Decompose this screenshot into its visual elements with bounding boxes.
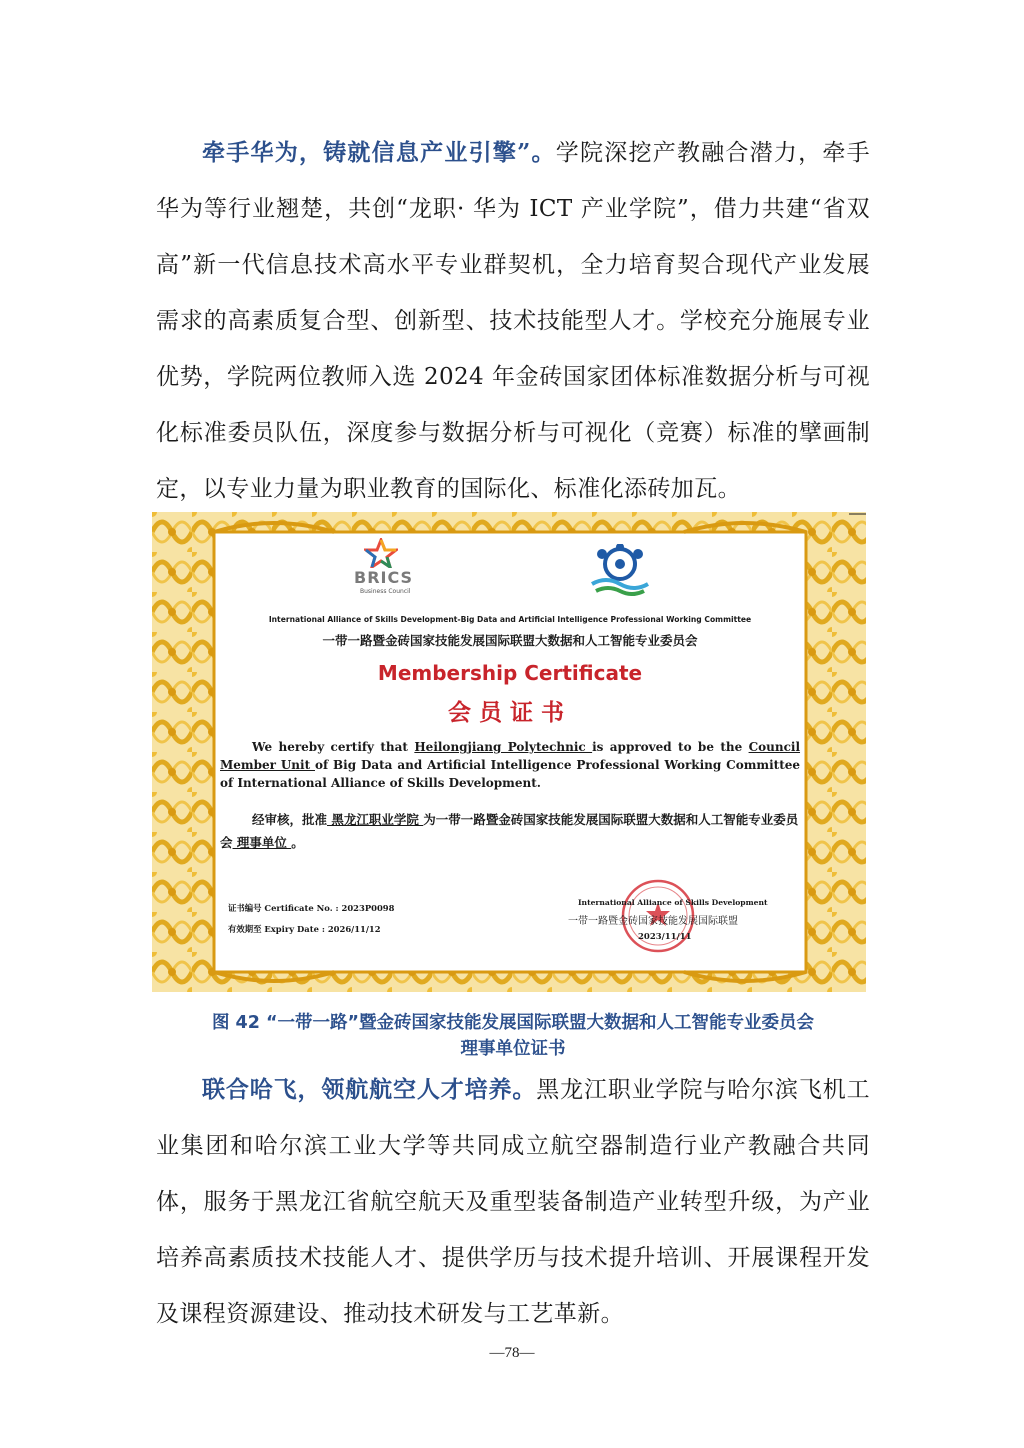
page-number: —78— xyxy=(489,1345,535,1361)
paragraph-lead: 联合哈飞，领航航空人才培养。 xyxy=(202,1076,537,1103)
expiry-date: 有效期至 Expiry Date : 2026/11/12 xyxy=(228,924,381,934)
brics-logo-subtext: Business Council xyxy=(360,588,411,595)
member-role-cn: 理事单位 xyxy=(232,835,292,850)
paragraph-body: 学院深挖产教融合潜力，牵手华为等行业翘楚，共创“龙职· 华为 ICT 产业学院”，借力共建“省双高”新一代信息技术高水平专业群契机，全力培育契合现代产业发展需求的高素质复合型、创新型、技术技能型人才。学校充分施展专业优势，学院两位教师入选 2024 年金砖国家团体标准数据分析与可视化标准委员队伍，深度参与数据分析与可视化（竞赛）标准的擘画制定，以专业力量为职业教育的国际化、标准化添砖加瓦。 xyxy=(156,140,870,502)
paragraph-lead: 牵手华为，铸就信息产业引擎”。 xyxy=(202,139,556,166)
member-role-en: Council Member Unit xyxy=(220,740,801,772)
certificate-title-en: Membership Certificate xyxy=(377,661,643,685)
figure-caption xyxy=(156,1010,870,1062)
brics-logo-text: BRICS xyxy=(354,568,414,587)
alliance-emblem-icon xyxy=(588,544,652,596)
certificate-number: 证书编号 Certificate No. : 2023P0098 xyxy=(228,903,395,913)
caption-line-2: 理事单位证书 xyxy=(460,1039,566,1059)
signature-date: 2023/11/11 xyxy=(638,932,692,942)
committee-name-cn: 一带一路暨金砖国家技能发展国际联盟大数据和人工智能专业委员会 xyxy=(322,633,698,648)
brics-star-logo-icon xyxy=(364,538,398,568)
caption-line-1: 图 42 “一带一路”暨金砖国家技能发展国际联盟大数据和人工智能专业委员会 xyxy=(211,1013,815,1033)
certificate-title-cn: 会员证书 xyxy=(448,700,572,726)
body-en-part: is approved to be the xyxy=(592,740,749,754)
paragraph-huawei xyxy=(156,125,870,517)
signature-org-cn: 一带一路暨金砖国家技能发展国际联盟 xyxy=(568,916,738,927)
paragraph-body: 黑龙江职业学院与哈尔滨飞机工业集团和哈尔滨工业大学等共同成立航空器制造行业产教融合共同体，服务于黑龙江省航空航天及重型装备制造产业转型升级，为产业培养高素质技术技能人才、提供学历与技术提升培训、开展课程开发及课程资源建设、推动技术研发与工艺革新。 xyxy=(156,1077,870,1327)
body-cn-part: 为一带一路暨金砖国家技能发展国际联盟大数据和人工智能专业委员会 xyxy=(220,812,799,850)
membership-certificate-image xyxy=(152,512,866,992)
body-cn-part: 经审核，批准 xyxy=(252,812,328,827)
committee-name-en: International Alliance of Skills Development-Big Data and Artificial Intelligence Professional Working Committee xyxy=(268,615,752,624)
signature-org-en: International Alliance of Skills Development xyxy=(578,898,768,907)
body-cn-part: 。 xyxy=(291,835,304,850)
body-en-part: of Big Data and Artificial Intelligence Professional Working Committee of International Alliance of Skills Development. xyxy=(220,758,801,790)
certificate-body-cn xyxy=(220,808,800,854)
certificate-body-en xyxy=(220,738,800,792)
member-name-cn: 黑龙江职业学院 xyxy=(327,812,424,827)
paragraph-hafei xyxy=(156,1062,870,1342)
body-en-part: We hereby certify that xyxy=(252,740,415,754)
member-name-en: Heilongjiang Polytechnic xyxy=(414,740,593,754)
